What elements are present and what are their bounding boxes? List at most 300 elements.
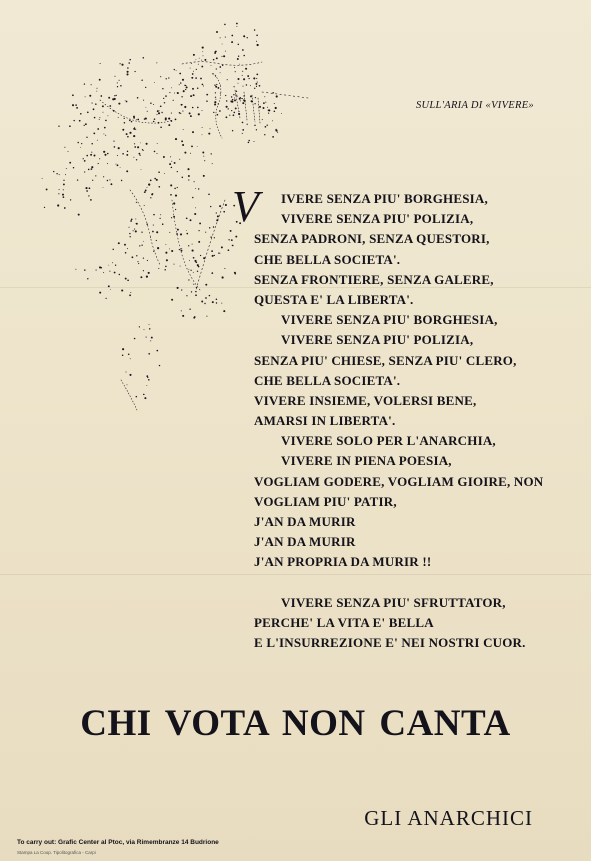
stipple-dot xyxy=(242,122,244,124)
stipple-dot xyxy=(168,124,170,126)
stipple-dot xyxy=(126,170,128,172)
stipple-dot xyxy=(63,196,65,198)
stipple-dot xyxy=(129,294,131,296)
stipple-dot xyxy=(257,82,258,83)
stipple-dot xyxy=(183,90,185,92)
stipple-dot xyxy=(149,328,150,329)
verse-line: QUESTA E' LA LIBERTA'. xyxy=(254,291,414,307)
stipple-dot xyxy=(236,26,237,27)
stipple-dot xyxy=(145,189,147,191)
stipple-dot xyxy=(78,214,80,216)
verse-line: SENZA PIU' CHIESE, SENZA PIU' CLERO, xyxy=(254,352,517,368)
stipple-dot xyxy=(256,35,258,37)
stipple-dot xyxy=(96,88,97,89)
stipple-dot xyxy=(121,289,123,291)
stipple-dot xyxy=(128,353,130,355)
stipple-dot xyxy=(274,111,276,113)
stipple-dot xyxy=(144,397,146,399)
stipple-dot xyxy=(99,119,100,120)
stipple-dot xyxy=(188,269,189,270)
stipple-dot xyxy=(159,218,160,219)
stipple-dot xyxy=(99,158,100,159)
stipple-dot xyxy=(93,133,95,135)
stipple-dot xyxy=(225,116,227,118)
stipple-dot xyxy=(160,214,161,215)
stipple-dot xyxy=(220,93,221,94)
stipple-dot xyxy=(198,266,200,268)
stipple-dot xyxy=(118,117,119,118)
stipple-dot xyxy=(235,236,237,238)
stipple-dot xyxy=(69,125,71,127)
stipple-dot xyxy=(179,159,180,160)
stipple-dot xyxy=(214,237,215,238)
stipple-dot xyxy=(97,128,99,130)
stipple-dot xyxy=(121,180,122,181)
stipple-dot xyxy=(195,188,196,189)
stipple-dot xyxy=(143,150,144,151)
stipple-dot xyxy=(156,179,158,181)
stipple-dot xyxy=(202,47,204,49)
stipple-dot xyxy=(199,222,201,224)
stipple-dot xyxy=(137,97,139,99)
stipple-dot xyxy=(91,152,92,153)
verse-line: VIVERE SOLO PER L'ANARCHIA, xyxy=(281,433,496,449)
stipple-dot xyxy=(147,260,148,261)
stipple-dot xyxy=(148,183,150,185)
stipple-dot xyxy=(192,244,193,245)
stipple-dot xyxy=(150,197,151,198)
stipple-dot xyxy=(117,86,118,87)
stipple-dot xyxy=(259,85,261,87)
stipple-dot xyxy=(118,242,120,244)
stipple-dot xyxy=(182,315,184,317)
stipple-dot xyxy=(146,337,147,338)
stipple-dot xyxy=(173,216,175,218)
stipple-dot xyxy=(168,77,169,78)
stipple-dot xyxy=(256,74,258,76)
stipple-dot xyxy=(223,310,225,312)
stipple-dot xyxy=(186,217,188,219)
stipple-dot xyxy=(174,93,175,94)
stipple-dot xyxy=(57,204,59,206)
stipple-dot xyxy=(235,273,237,275)
stipple-dot xyxy=(201,301,203,303)
stipple-dot xyxy=(181,289,182,290)
stipple-dot xyxy=(189,309,190,310)
stipple-dot xyxy=(94,155,96,157)
stipple-dot xyxy=(96,91,97,92)
stipple-dot xyxy=(129,120,131,122)
stipple-dot xyxy=(141,232,142,233)
stipple-dot xyxy=(109,179,110,180)
stipple-dot xyxy=(267,107,268,108)
stipple-dot xyxy=(194,181,195,182)
stipple-dot xyxy=(95,103,97,105)
stipple-dot xyxy=(234,67,235,68)
stipple-dot xyxy=(138,153,140,155)
stipple-dot xyxy=(62,194,64,196)
stipple-dot xyxy=(235,71,236,72)
stipple-dot xyxy=(182,79,184,81)
stipple-dot xyxy=(90,199,92,201)
stipple-dot xyxy=(85,187,87,189)
stipple-dot xyxy=(169,248,170,249)
stipple-dot xyxy=(198,230,199,231)
stipple-dot xyxy=(86,137,87,138)
stipple-dot xyxy=(180,113,181,114)
stipple-dot xyxy=(160,105,162,107)
stipple-dot xyxy=(205,284,207,286)
stipple-dot xyxy=(181,250,183,252)
stipple-dot xyxy=(254,88,255,89)
stipple-dot xyxy=(156,153,157,154)
stipple-dot xyxy=(190,270,191,271)
stipple-dot xyxy=(105,298,106,299)
stipple-dot xyxy=(189,260,190,261)
stipple-dot xyxy=(129,59,131,61)
stipple-dot xyxy=(179,84,180,85)
stipple-dot xyxy=(223,211,225,213)
stipple-dot xyxy=(72,104,74,106)
stipple-dot xyxy=(166,259,168,261)
stipple-dot xyxy=(104,154,106,156)
verse-line: SENZA PADRONI, SENZA QUESTORI, xyxy=(254,231,490,247)
stipple-dot xyxy=(173,100,174,101)
stipple-dot xyxy=(256,78,257,79)
stipple-dot xyxy=(63,189,64,190)
stipple-dot xyxy=(134,229,135,230)
stipple-dot xyxy=(181,310,182,311)
stipple-dot xyxy=(112,249,113,250)
stipple-dot xyxy=(239,98,241,100)
stipple-dot xyxy=(138,263,139,264)
stipple-dot xyxy=(46,188,48,190)
stipple-dot xyxy=(169,163,171,165)
stipple-dot xyxy=(197,271,198,272)
stipple-dot xyxy=(103,187,104,188)
stipple-dot xyxy=(72,94,74,96)
stipple-dot xyxy=(141,169,142,170)
stipple-dot xyxy=(193,94,195,96)
stipple-dot xyxy=(188,245,189,246)
stipple-dot xyxy=(186,295,187,296)
stipple-dot xyxy=(219,110,221,112)
stipple-dot xyxy=(179,112,181,114)
stipple-dot xyxy=(91,143,92,144)
stipple-dot xyxy=(148,379,150,381)
stipple-dot xyxy=(213,112,214,113)
verse-line xyxy=(254,573,543,593)
stipple-dot xyxy=(137,146,139,148)
stipple-dot xyxy=(188,279,189,280)
stipple-dot xyxy=(203,175,205,177)
drop-cap-letter: V xyxy=(232,182,259,231)
stipple-dot xyxy=(224,24,226,26)
stipple-dot xyxy=(139,326,140,327)
stipple-dot xyxy=(140,143,141,144)
stipple-dot xyxy=(133,157,134,158)
stipple-dot xyxy=(213,59,215,61)
stipple-dot xyxy=(180,82,181,83)
stipple-dot xyxy=(211,250,213,252)
stipple-dot xyxy=(222,44,223,45)
stipple-dot xyxy=(63,183,65,185)
stipple-dot xyxy=(165,252,167,254)
stipple-dot xyxy=(129,233,130,234)
stipple-dot xyxy=(246,84,247,85)
stipple-dot xyxy=(134,143,135,144)
stipple-dot xyxy=(91,84,92,85)
printer-credit: To carry out: Grafic Center al Ptoc, via Rimembranze 14 Budrione xyxy=(17,839,219,846)
stipple-dot xyxy=(165,244,166,245)
stipple-dot xyxy=(188,179,189,180)
stipple-dot xyxy=(234,99,236,101)
stipple-dot xyxy=(193,272,194,273)
stipple-dot xyxy=(234,98,235,99)
stipple-dot xyxy=(192,197,194,199)
stipple-dot xyxy=(117,155,118,156)
stipple-dot xyxy=(153,121,155,123)
stipple-dot xyxy=(56,173,57,174)
stipple-dot xyxy=(197,87,198,88)
stipple-dot xyxy=(153,214,155,216)
stipple-dot xyxy=(125,278,127,280)
stipple-dot xyxy=(247,75,249,77)
stipple-dot xyxy=(99,292,101,294)
stipple-dot xyxy=(132,256,134,258)
stipple-dot xyxy=(118,147,120,149)
stipple-dot xyxy=(212,73,213,74)
verse-line: J'AN DA MURIR xyxy=(254,514,356,529)
stipple-dot xyxy=(190,115,192,117)
stipple-dot xyxy=(105,120,107,122)
stipple-dot xyxy=(184,152,186,154)
stipple-dot xyxy=(265,126,267,128)
stipple-dot xyxy=(143,394,145,396)
stipple-dot xyxy=(231,35,233,37)
stipple-dot xyxy=(116,164,117,165)
stipple-dot xyxy=(110,183,112,185)
stipple-dot xyxy=(53,171,54,172)
stipple-dot xyxy=(231,96,232,97)
stipple-dot xyxy=(256,41,257,42)
stipple-dot xyxy=(201,60,202,61)
stipple-dot xyxy=(91,168,93,170)
stipple-dot xyxy=(238,56,239,57)
stipple-dot xyxy=(126,372,127,373)
stipple-dot xyxy=(161,112,162,113)
stipple-dot xyxy=(58,126,59,127)
stipple-dot xyxy=(212,255,214,257)
song-verse xyxy=(254,189,543,653)
stipple-dot xyxy=(137,119,139,121)
stipple-dot xyxy=(225,204,227,206)
stipple-dot xyxy=(126,133,128,135)
stipple-dot xyxy=(223,55,225,57)
stipple-dot xyxy=(214,255,215,256)
stipple-dot xyxy=(154,118,156,120)
verse-line: J'AN DA MURIR xyxy=(254,534,356,550)
stipple-dot xyxy=(103,112,104,113)
stipple-dot xyxy=(103,176,104,177)
stipple-dot xyxy=(202,152,204,154)
stipple-dot xyxy=(192,107,194,109)
stipple-dot xyxy=(237,78,239,80)
stipple-dot xyxy=(226,106,228,108)
stipple-dot xyxy=(144,329,145,330)
stipple-dot xyxy=(145,87,146,88)
stipple-dot xyxy=(233,86,234,87)
verse-line: PERCHE' LA VITA E' BELLA xyxy=(254,614,434,630)
stipple-dot xyxy=(73,120,74,121)
stipple-dot xyxy=(216,212,217,213)
stipple-dot xyxy=(73,167,74,168)
stipple-dot xyxy=(239,64,240,65)
stipple-dot xyxy=(75,104,77,106)
stipple-dot xyxy=(135,230,137,232)
stipple-dot xyxy=(200,255,201,256)
stipple-dot xyxy=(191,77,193,79)
stipple-dot xyxy=(80,113,82,115)
stipple-dot xyxy=(180,233,182,235)
stipple-dot xyxy=(171,217,172,218)
stipple-dot xyxy=(85,96,86,97)
stipple-dot xyxy=(217,87,219,89)
stipple-dot xyxy=(110,289,111,290)
stipple-dot xyxy=(256,129,257,130)
stipple-dot xyxy=(188,175,190,177)
stipple-dot xyxy=(231,239,233,241)
stipple-dot xyxy=(124,244,126,246)
stipple-dot xyxy=(171,161,172,162)
stipple-dot xyxy=(94,117,96,119)
stipple-dot xyxy=(214,84,215,85)
stipple-dot xyxy=(134,71,135,72)
stipple-dot xyxy=(153,104,154,105)
stipple-dot xyxy=(153,225,154,226)
stipple-dot xyxy=(68,151,69,152)
stipple-dot xyxy=(92,180,93,181)
stipple-dot xyxy=(107,163,108,164)
stipple-dot xyxy=(114,272,116,274)
stipple-dot xyxy=(64,147,65,148)
stipple-dot xyxy=(206,100,208,102)
stipple-dot xyxy=(119,80,120,81)
stipple-dot xyxy=(109,271,110,272)
stipple-dot xyxy=(224,268,225,269)
stipple-dot xyxy=(180,266,181,267)
stipple-dot xyxy=(203,156,204,157)
stipple-dot xyxy=(147,377,148,378)
stipple-dot xyxy=(64,207,66,209)
stipple-dot xyxy=(242,86,243,87)
stipple-dot xyxy=(216,298,218,300)
stipple-dot xyxy=(179,249,180,250)
stipple-dot xyxy=(150,237,151,238)
stipple-dot xyxy=(95,175,96,176)
stipple-dot xyxy=(66,168,67,169)
stipple-dot xyxy=(171,250,173,252)
stipple-dot xyxy=(257,44,258,45)
stipple-dot xyxy=(81,143,82,144)
stipple-dot xyxy=(217,215,219,217)
stipple-dot xyxy=(143,100,144,101)
stipple-dot xyxy=(127,71,129,73)
stipple-dot xyxy=(133,230,134,231)
stipple-dot xyxy=(216,31,218,33)
stipple-dot xyxy=(144,191,146,193)
signature: GLI ANARCHICI xyxy=(364,806,533,830)
stipple-dot xyxy=(211,65,212,66)
stipple-dot xyxy=(96,270,97,271)
stipple-dot xyxy=(133,135,135,137)
stipple-dot xyxy=(156,231,158,233)
stipple-dot xyxy=(192,131,194,133)
stipple-dot xyxy=(182,144,184,146)
stipple-dot xyxy=(158,171,160,173)
stipple-dot xyxy=(228,239,229,240)
stipple-dot xyxy=(173,264,174,265)
stipple-dot xyxy=(242,102,244,104)
stipple-dot xyxy=(171,167,173,169)
stipple-dot xyxy=(264,134,265,135)
stipple-dot xyxy=(44,207,45,208)
stipple-dot xyxy=(220,72,221,73)
stipple-dot xyxy=(227,79,228,80)
stipple-dot xyxy=(134,338,136,340)
stipple-dot xyxy=(183,129,184,130)
stipple-dot xyxy=(226,100,227,101)
stipple-dot xyxy=(165,117,167,119)
stipple-dot xyxy=(130,358,131,359)
stipple-dot xyxy=(262,119,263,120)
stipple-dot xyxy=(144,205,145,206)
stipple-dot xyxy=(136,119,137,120)
stipple-dot xyxy=(206,316,207,317)
stipple-dot xyxy=(176,70,177,71)
stipple-dot xyxy=(170,156,171,157)
stipple-dot xyxy=(114,95,115,96)
stipple-dot xyxy=(211,153,212,154)
stipple-dot xyxy=(242,133,243,134)
slogan-headline: CHI VOTA NON CANTA xyxy=(80,703,511,744)
stipple-dot xyxy=(181,248,182,249)
stipple-dot xyxy=(136,159,137,160)
stipple-dot xyxy=(171,113,172,114)
stipple-dot xyxy=(99,266,101,268)
stipple-dot xyxy=(85,123,87,125)
stipple-dot xyxy=(217,114,219,116)
stipple-dot xyxy=(148,272,150,274)
stipple-dot xyxy=(232,245,234,247)
stipple-dot xyxy=(158,186,160,188)
stipple-dot xyxy=(274,103,275,104)
stipple-dot xyxy=(220,37,221,38)
stipple-dot xyxy=(242,75,243,76)
stipple-dot xyxy=(232,130,233,131)
stipple-dot xyxy=(201,66,203,68)
stipple-dot xyxy=(179,73,181,75)
stipple-dot xyxy=(174,69,175,70)
stipple-dot xyxy=(58,193,59,194)
stipple-dot xyxy=(234,112,236,114)
stipple-dot xyxy=(202,127,203,128)
stipple-dot xyxy=(139,245,140,246)
stipple-dot xyxy=(160,126,162,128)
stipple-dot xyxy=(175,209,176,210)
stipple-dot xyxy=(165,95,167,97)
stipple-dot xyxy=(203,86,204,87)
